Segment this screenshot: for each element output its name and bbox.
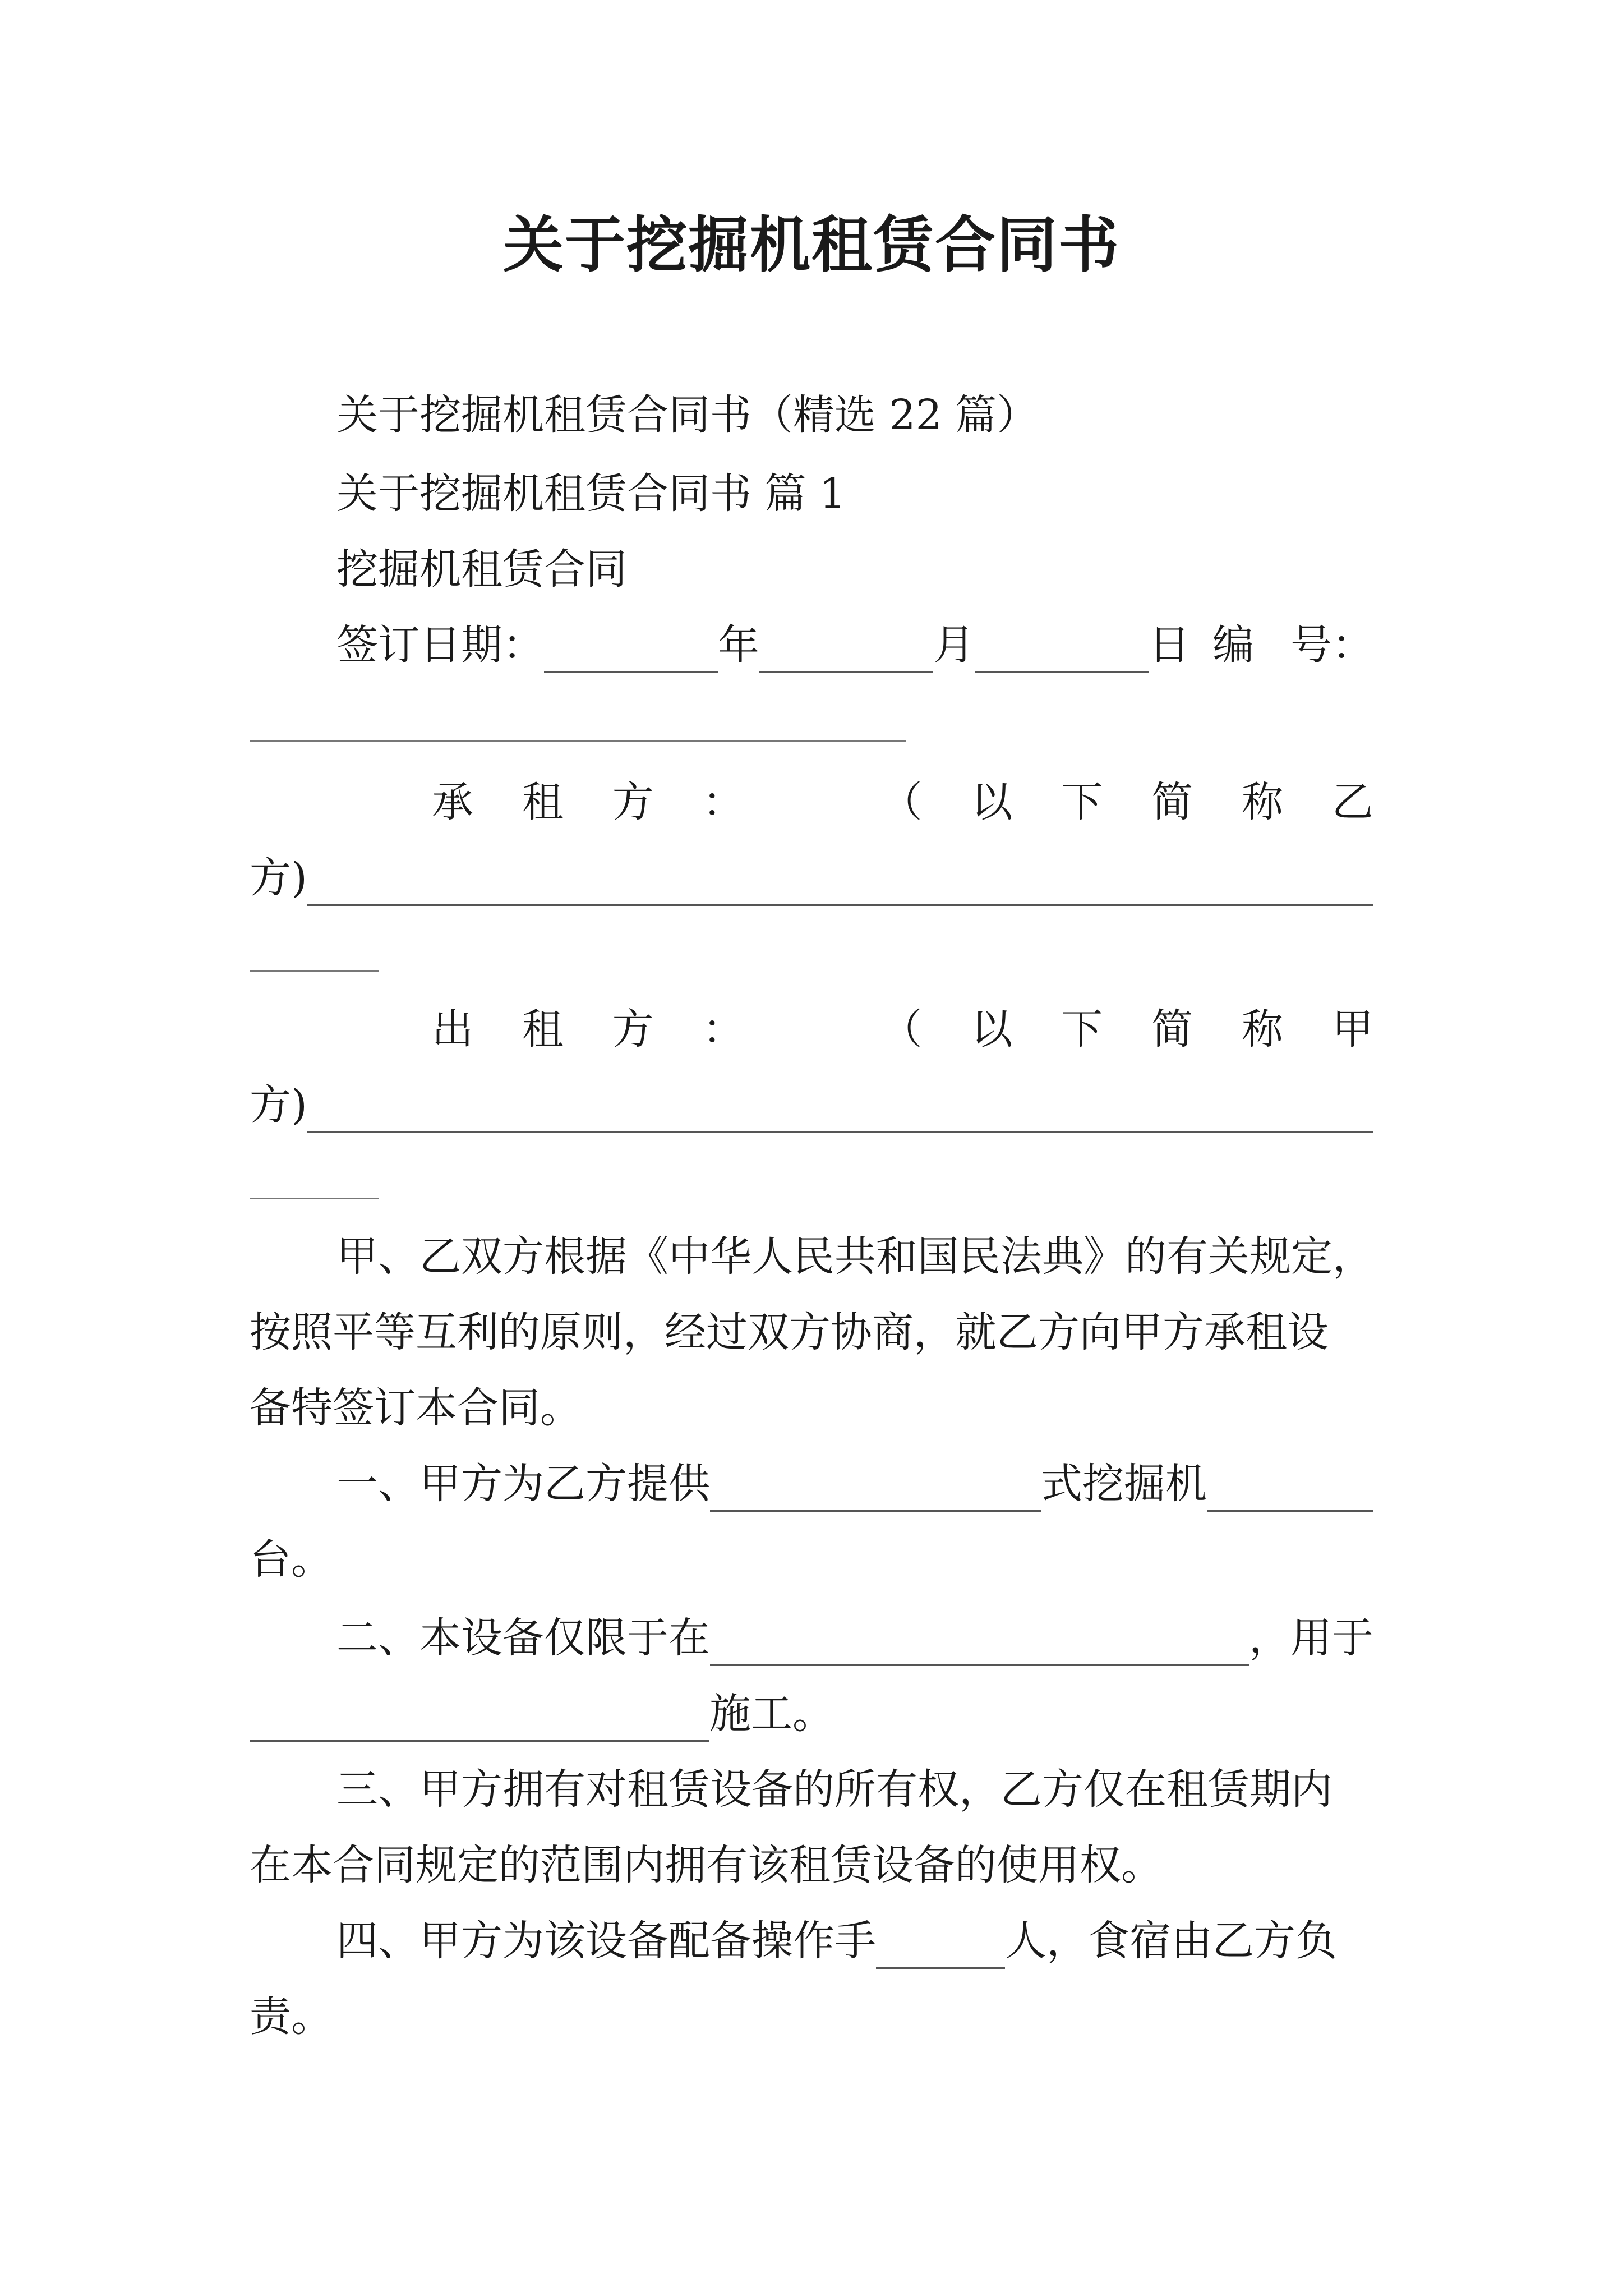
lessee-char: 称	[1242, 778, 1284, 826]
clause-1-prefix: 一、甲方为乙方提供	[336, 1460, 710, 1508]
lessor-name-blank	[307, 1090, 1373, 1133]
year-blank	[544, 630, 718, 673]
lessor-tail-line	[250, 1077, 1373, 1133]
lessee-char: 下	[1061, 778, 1103, 826]
lessor-line	[432, 1001, 1373, 1057]
lessee-char: 以	[971, 778, 1013, 826]
intro-line-2: 按照平等互利的原则，经过双方协商，就乙方向甲方承租设	[250, 1308, 1329, 1356]
lessee-char: （	[880, 778, 923, 826]
lessee-tail: 方)	[250, 854, 307, 902]
clause-1-line	[336, 1456, 1373, 1512]
clause-3-line-2: 在本合同规定的范围内拥有该租赁设备的使用权。	[250, 1841, 1163, 1889]
lessor-char: 方	[612, 1005, 654, 1053]
clause-2-mid: ，用于	[1249, 1614, 1373, 1662]
month-label: 月	[933, 621, 975, 669]
lessor-tail: 方)	[250, 1081, 307, 1129]
number-char-2: 号：	[1290, 621, 1373, 669]
lessor-char: ：	[702, 1005, 744, 1053]
lessor-char: 甲	[1331, 1005, 1373, 1053]
clause-2-line-2	[250, 1686, 1373, 1742]
location-blank	[710, 1623, 1249, 1666]
clause-1-mid: 式挖掘机	[1041, 1460, 1207, 1508]
model-blank	[710, 1469, 1041, 1512]
sign-date-label: 签订日期：	[336, 621, 544, 669]
clause-2-end: 施工。	[709, 1690, 834, 1738]
lessor-char: 租	[522, 1005, 564, 1053]
clause-3-line-1: 三、甲方拥有对租赁设备的所有权，乙方仅在租赁期内	[336, 1765, 1332, 1814]
project-blank	[250, 1699, 709, 1742]
lessor-name-blank-cont	[250, 1198, 379, 1199]
lessor-char: 简	[1151, 1005, 1193, 1053]
clause-4-prefix: 四、甲方为该设备配备操作手	[336, 1917, 876, 1965]
day-blank	[975, 630, 1149, 673]
clause-4-end: 责。	[250, 1993, 333, 2041]
document-title: 关于挖掘机租赁合同书	[502, 210, 1120, 280]
lessor-char: 以	[971, 1005, 1013, 1053]
clause-2-line	[336, 1610, 1373, 1666]
clause-2-prefix: 二、本设备仅限于在	[336, 1614, 710, 1662]
lessee-char: 租	[522, 778, 564, 826]
sign-date-line	[336, 617, 1373, 673]
intro-line-1: 甲、乙双方根据《中华人民共和国民法典》的有关规定，	[336, 1232, 1374, 1281]
contract-name: 挖掘机租赁合同	[336, 545, 627, 593]
clause-4-line	[336, 1913, 1373, 1969]
lessee-char: ：	[702, 778, 744, 826]
operator-count-blank	[876, 1926, 1005, 1969]
clause-4-mid: 人，食宿由乙方负	[1005, 1917, 1337, 1965]
number-char-1: 编	[1212, 621, 1254, 669]
lessor-char: 下	[1061, 1005, 1103, 1053]
day-label: 日	[1149, 621, 1190, 669]
subtitle: 关于挖掘机租赁合同书（精选 22 篇）	[336, 391, 1039, 439]
number-blank	[250, 740, 906, 742]
lessee-char: 简	[1151, 778, 1193, 826]
lessee-char: 方	[612, 778, 654, 826]
lessee-name-blank-cont	[250, 970, 379, 972]
lessor-char: 称	[1242, 1005, 1284, 1053]
lessor-char: （	[880, 1005, 923, 1053]
quantity-blank	[1207, 1469, 1373, 1512]
section-heading: 关于挖掘机租赁合同书 篇 1	[336, 470, 846, 518]
lessee-char: 乙	[1331, 778, 1373, 826]
lessee-line	[432, 774, 1373, 830]
lessor-char: 出	[432, 1005, 473, 1053]
month-blank	[759, 630, 933, 673]
year-label: 年	[718, 621, 759, 669]
lessee-char: 承	[432, 778, 473, 826]
intro-line-3: 备特签订本合同。	[250, 1384, 582, 1432]
lessee-name-blank	[307, 863, 1373, 906]
lessee-tail-line	[250, 850, 1373, 906]
clause-1-end: 台。	[250, 1535, 333, 1584]
